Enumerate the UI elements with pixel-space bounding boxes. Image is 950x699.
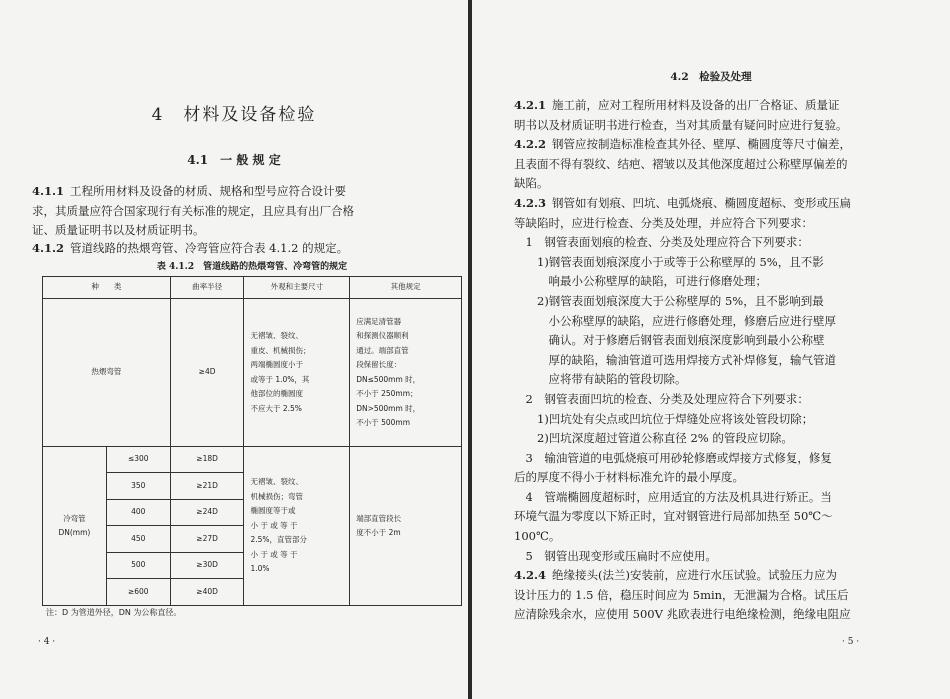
paragraph-line: [514, 351, 934, 371]
cell-dn: ≥600: [106, 579, 170, 606]
cell-radius-cold: ≥21D: [170, 473, 244, 499]
right-page-body: [514, 96, 934, 625]
paragraph-line: [514, 135, 934, 155]
line-text: 应清除残余水，应使用 500V 兆欧表进行电绝缘检测，绝缘电阻应: [514, 607, 851, 622]
paragraph-line: [514, 331, 934, 351]
left-page: [0, 0, 468, 699]
cell-appearance-cold: [244, 447, 350, 606]
cell-line: 2.5%，直管部分: [250, 535, 308, 545]
paragraph-line: 工程所用材料及设备的材质、规格和型号应符合设计要: [70, 184, 347, 198]
cell-line: 冷弯管: [63, 513, 86, 523]
cell-line: 他部位的椭圆度: [250, 389, 303, 398]
line-text: 明书以及材质证明书进行检查，当对其质量有疑问时应进行复验。: [514, 117, 848, 132]
cell-line: 不应大于 2.5%: [250, 403, 302, 413]
cell-line: 端部直管段长: [356, 513, 402, 523]
paragraph-line: 求，其质量应符合国家现行有关标准的规定，且应具有出厂合格: [32, 203, 354, 218]
header-radius: 曲率半径: [170, 277, 244, 299]
cell-line: DN(mm): [58, 528, 91, 537]
cell-dn: 450: [106, 526, 170, 552]
paragraph-line: [514, 410, 934, 430]
clause-number: 4.2.2: [514, 137, 547, 152]
clause-number: 4.2.4: [514, 568, 547, 583]
table-note: 注：D 为管道外径，DN 为公称直径。: [46, 608, 182, 617]
paragraph-line: [514, 272, 934, 292]
cell-line: DN>500mm 时，: [356, 403, 421, 413]
page-number: · 4 ·: [38, 637, 56, 647]
cell-line: 椭圆度等于或: [250, 506, 296, 516]
cell-line: DN≤500mm 时，: [356, 374, 421, 384]
paragraph-line: [514, 390, 934, 410]
clause-number: 4.2.3: [514, 195, 547, 210]
line-text: 钢管应按制造标准检查其外径、壁厚、椭圆度等尺寸偏差，: [552, 137, 852, 152]
clause-number: 4.2.1: [514, 98, 547, 112]
cell-radius-cold: ≥30D: [170, 552, 244, 578]
clause-number: 4.1.1: [32, 184, 65, 198]
header-type: 种 类: [43, 277, 171, 299]
cell-radius-cold: ≥27D: [170, 526, 244, 552]
line-text: 设计压力的 1.5 倍，稳压时间应为 5min，无泄漏为合格。试压后: [514, 587, 849, 602]
paragraph-line: [514, 605, 934, 625]
section-title: 4.2 检验及处理: [670, 71, 752, 83]
cell-line: 通过。端部直管: [356, 345, 409, 355]
paragraph-line: [514, 449, 934, 469]
paragraph-4-1-1: [32, 182, 462, 241]
cell-line: 或等于 1.0%，其: [250, 374, 310, 384]
cell-dn: 400: [106, 499, 170, 525]
cell-radius-cold: ≥18D: [170, 447, 244, 473]
cell-type-hot: 热煨弯管: [43, 299, 171, 447]
paragraph-line: [514, 253, 934, 273]
paragraph-line: [514, 194, 934, 214]
line-text: 后的厚度不得小于材料标准允许的最小厚度。: [514, 470, 744, 485]
line-text: 2 钢管表面凹坑的检查、分类及处理应符合下列要求：: [514, 391, 809, 406]
paragraph-4-1-2: [32, 239, 462, 259]
cell-appearance-hot: [244, 299, 350, 447]
paragraph-line: [514, 214, 934, 234]
line-text: 1)钢管表面划痕深度小于或等于公称壁厚的 5%，且不影: [514, 254, 824, 269]
cell-other-cold: [350, 447, 462, 606]
paragraph-line: [514, 174, 934, 194]
line-text: 1 钢管表面划痕的检查、分类及处理应符合下列要求：: [514, 235, 809, 250]
paragraph-line: [514, 370, 934, 390]
line-text: 2)钢管表面划痕深度大于公称壁厚的 5%，且不影响到最: [514, 293, 824, 308]
line-text: 环境气温为零度以下矫正时，宜对钢管进行局部加热至 50℃～: [514, 509, 833, 524]
cell-type-cold: [43, 447, 107, 606]
line-text: 100℃。: [514, 529, 561, 544]
paragraph-line: [514, 429, 934, 449]
paragraph-line: [514, 488, 934, 508]
paragraph-line: [514, 507, 934, 527]
cell-line: 无褶皱、裂纹、: [250, 331, 303, 340]
header-appearance: 外观和主要尺寸: [244, 277, 350, 299]
cell-line: 1.0%: [250, 564, 270, 574]
bend-pipe-table: [42, 276, 462, 606]
cell-line: 小 于 或 等 于: [250, 549, 298, 559]
header-other: 其他规定: [350, 277, 462, 299]
cell-line: 无褶皱、裂纹、: [250, 477, 303, 487]
paragraph-line: [514, 468, 934, 488]
cell-line: 和探测仪器顺利: [356, 331, 409, 340]
cell-line: 度不小于 2m: [356, 528, 401, 537]
cell-dn: 350: [106, 473, 170, 499]
line-text: 绝缘接头(法兰)安装前，应进行水压试验。试验压力应为: [552, 568, 837, 583]
paragraph-line: [514, 586, 934, 606]
paragraph-line: [514, 566, 934, 586]
cell-line: 机械损伤；弯管: [250, 491, 303, 501]
line-text: 应将带有缺陷的管段切除。: [514, 372, 687, 387]
chapter-title: 4 材料及设备检验: [151, 105, 317, 125]
cell-line: 段保留长度：: [356, 360, 402, 369]
paragraph-line: [514, 96, 934, 116]
line-text: 缺陷。: [514, 176, 549, 191]
table-header-row: [43, 277, 462, 299]
paragraph-line: [514, 292, 934, 312]
paragraph-line: [514, 312, 934, 332]
cell-radius-hot: ≥4D: [170, 299, 244, 447]
line-text: 2)凹坑深度超过管道公称直径 2% 的管段应切除。: [514, 431, 793, 446]
cell-line: 小 于 或 等 于: [250, 520, 298, 530]
line-text: 1)凹坑处有尖点或凹坑位于焊缝处应将该处管段切除；: [514, 411, 814, 426]
line-text: 3 输油管道的电弧烧痕可用砂轮修磨或焊接方式修复，修复: [514, 450, 832, 465]
paragraph-line: [514, 155, 934, 175]
cell-radius-cold: ≥40D: [170, 579, 244, 606]
cell-line: 应满足清管器: [356, 316, 402, 326]
cell-line: 重皮、机械损伤；: [250, 345, 311, 355]
cell-line: 两端椭圆度小于: [250, 360, 303, 369]
line-text: 钢管如有划痕、凹坑、电弧烧痕、椭圆度超标、变形或压扁: [552, 195, 852, 210]
line-text: 施工前，应对工程所用材料及设备的出厂合格证、质量证: [552, 98, 840, 112]
cell-dn: ≤300: [106, 447, 170, 473]
paragraph-line: [514, 547, 934, 567]
cell-dn: 500: [106, 552, 170, 578]
cell-radius-cold: ≥24D: [170, 499, 244, 525]
cell-line: 不小于 250mm；: [356, 389, 418, 398]
table-caption: 表 4.1.2 管道线路的热煨弯管、冷弯管的规定: [156, 262, 348, 272]
cell-line: 不小于 500mm: [356, 418, 410, 427]
line-text: 厚的缺陷，输油管道可选用焊接方式补焊修复，输气管道: [514, 352, 836, 367]
page-number: · 5 ·: [842, 637, 860, 647]
line-text: 等缺陷时，应进行检查、分类及处理，并应符合下列要求：: [514, 215, 813, 230]
line-text: 且表面不得有裂纹、结疤、褶皱以及其他深度超过公称壁厚偏差的: [514, 156, 848, 171]
paragraph-line: [514, 116, 934, 136]
table-row-cold-bend: [43, 447, 462, 473]
paragraph-line: 证、质量证明书以及材质证明书。: [32, 223, 205, 238]
line-text: 响最小公称壁厚的缺陷，可进行修磨处理；: [514, 274, 767, 289]
paragraph-line: [514, 527, 934, 547]
line-text: 5 钢管出现变形或压扁时不应使用。: [514, 548, 717, 563]
line-text: 小公称壁厚的缺陷，应进行修磨处理，修磨后应进行壁厚: [514, 313, 836, 328]
line-text: 4 管端椭圆度超标时，应用适宜的方法及机具进行矫正。当: [514, 489, 832, 504]
section-title: 4.1 一 般 规 定: [187, 153, 281, 167]
line-text: 确认。对于修磨后钢管表面划痕深度影响到最小公称壁: [514, 333, 825, 348]
paragraph-line: 管道线路的热煨弯管、冷弯管应符合表 4.1.2 的规定。: [70, 241, 349, 255]
table-row-hot-bend: [43, 299, 462, 447]
cell-other-hot: [350, 299, 462, 447]
clause-number: 4.1.2: [32, 241, 65, 255]
paragraph-line: [514, 233, 934, 253]
